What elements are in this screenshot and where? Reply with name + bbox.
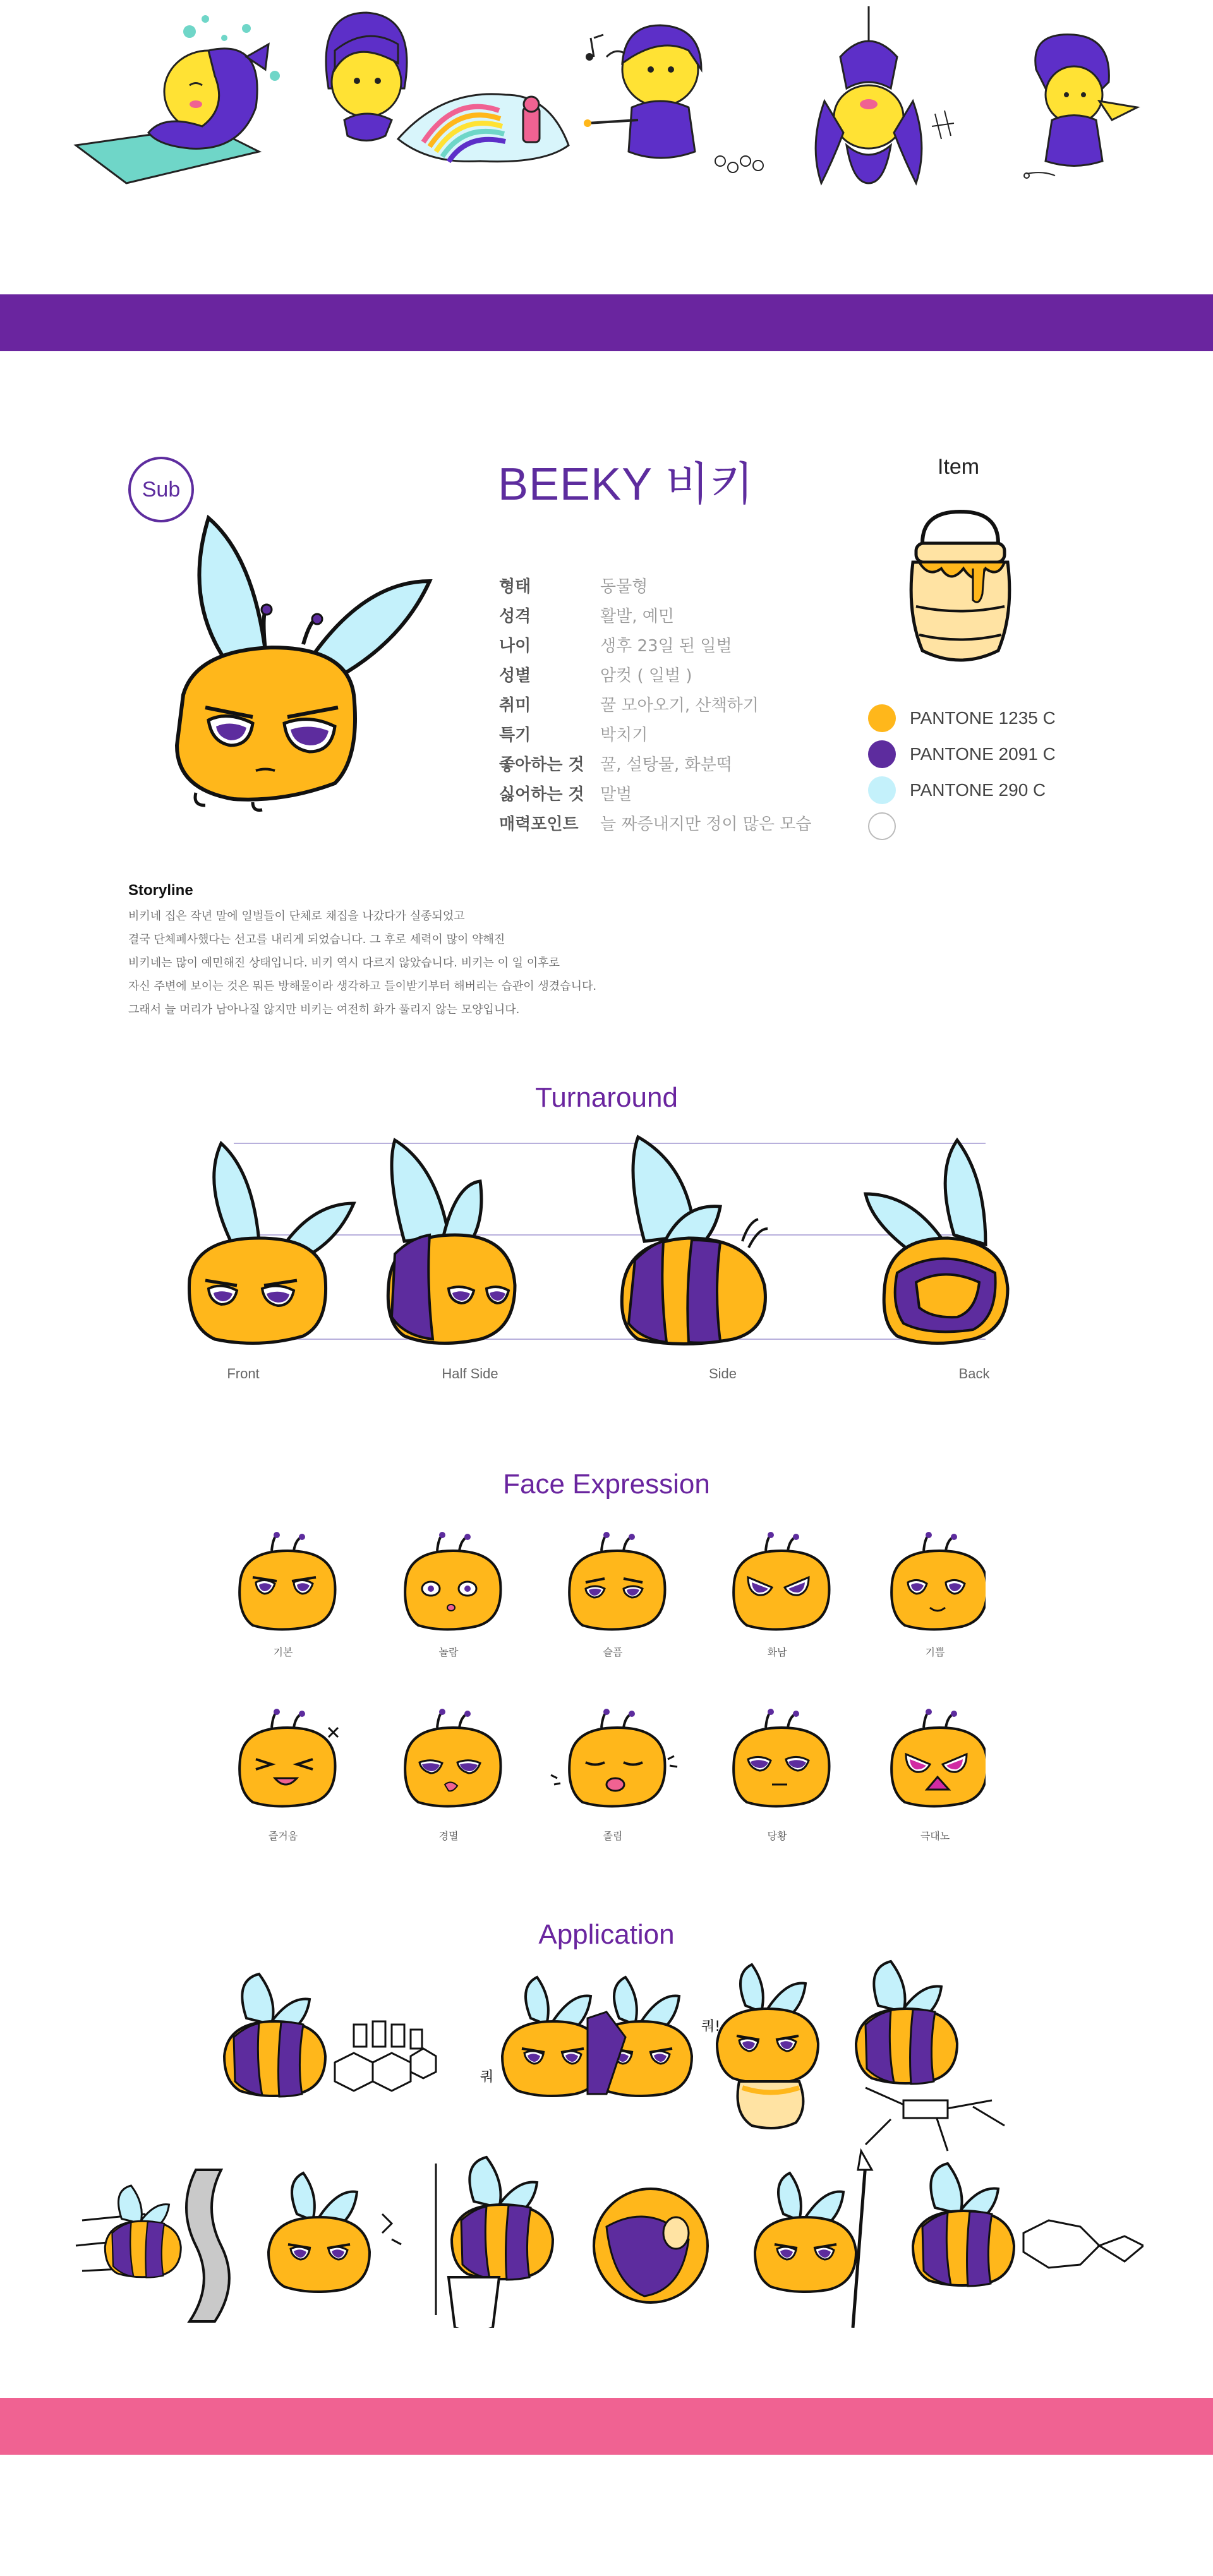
expression-angry-face <box>733 1532 829 1630</box>
app-bee-rolling <box>594 2189 708 2302</box>
storyline-line: 결국 단체폐사했다는 선고를 내리게 되었습니다. 그 후로 세력이 많이 약해진 <box>128 933 505 946</box>
palette-row <box>868 772 1056 808</box>
turnaround-label-back: Back <box>958 1366 990 1381</box>
profile-row <box>499 778 853 808</box>
profile-key: 형태 <box>499 577 531 596</box>
app-bee-crashed-scene <box>856 1961 1005 2151</box>
expression-sad-face <box>569 1532 665 1630</box>
storyline-line: 그래서 늘 머리가 남아나질 않지만 비키는 여전히 화가 풀리지 않는 모양입니다. <box>128 1003 520 1016</box>
storyline-line: 비키네는 많이 예민해진 상태입니다. 비키 역시 다르지 않았습니다. 비키는 이 일 이후로 <box>128 956 560 970</box>
standing-character-illustration <box>1024 35 1137 178</box>
turnaround-label-side: Side <box>708 1366 737 1381</box>
character-title: BEEKY 비키 <box>498 459 754 510</box>
profile-key: 특기 <box>499 726 531 745</box>
turnaround-illustration <box>183 1134 1042 1355</box>
expression-label: 화남 <box>767 1646 787 1658</box>
app-annoyed-bee <box>269 2173 401 2292</box>
profile-table <box>499 570 853 838</box>
profile-value: 생후 23일 된 일벌 <box>600 637 732 656</box>
profile-key: 성격 <box>499 607 531 626</box>
swatch-light-blue <box>868 776 896 804</box>
app-bee-crashing-wall <box>76 2170 229 2321</box>
turnaround-label-front: Front <box>227 1366 260 1381</box>
profile-row <box>499 689 853 719</box>
expression-label: 졸림 <box>603 1830 623 1842</box>
profile-key: 매력포인트 <box>499 815 579 834</box>
palette-row <box>868 808 1056 844</box>
rainbow-character-illustration <box>326 13 569 162</box>
app-bee-on-honeypot <box>717 1965 818 2128</box>
app-bee-with-bucket <box>436 2157 553 2328</box>
swatch-orange <box>868 704 896 732</box>
expression-embarrassed-face <box>733 1709 829 1807</box>
turnaround-side-bee <box>622 1137 768 1344</box>
section-divider-purple <box>0 294 1213 351</box>
expression-label: 즐거움 <box>268 1830 298 1842</box>
sub-badge: Sub <box>128 457 194 522</box>
profile-value: 꿀, 설탕물, 화분떡 <box>600 755 732 774</box>
sister-character-illustrations <box>0 0 1213 190</box>
profile-row <box>499 808 853 838</box>
profile-value: 암컷 ( 일벌 ) <box>600 666 692 685</box>
expression-label: 슬픔 <box>603 1646 623 1658</box>
app-bee-charging <box>913 2164 1144 2286</box>
profile-value: 박치기 <box>600 726 648 745</box>
yoga-character-illustration <box>76 15 280 183</box>
profile-key: 좋아하는 것 <box>499 755 584 774</box>
application-heading: Application <box>538 1919 675 1950</box>
expression-joy-face <box>239 1709 338 1807</box>
sfx-left-text: 쿼 <box>480 2069 494 2085</box>
music-character-illustration <box>584 25 763 172</box>
turnaround-back-bee <box>866 1140 1008 1343</box>
expression-label: 경멸 <box>438 1830 459 1842</box>
turnaround-heading: Turnaround <box>535 1082 678 1113</box>
profile-row <box>499 749 853 778</box>
profile-key: 싫어하는 것 <box>499 785 584 804</box>
storyline-text <box>128 905 697 1021</box>
expression-happy-face <box>891 1532 986 1630</box>
storyline-line: 자신 주변에 보이는 것은 뭐든 방해물이라 생각하고 들이받기부터 해버리는 습관이 생겼습니다. <box>128 980 597 993</box>
swatch-white <box>868 812 896 840</box>
expression-basic-face <box>239 1532 335 1630</box>
application-illustrations <box>69 1949 1144 2328</box>
profile-row <box>499 719 853 749</box>
palette-row <box>868 736 1056 772</box>
profile-value: 동물형 <box>600 577 648 596</box>
turnaround-label-half-side: Half Side <box>442 1366 498 1381</box>
honey-pot-illustration <box>903 505 1017 670</box>
swatch-purple <box>868 740 896 768</box>
turnaround-half-side-bee <box>388 1140 515 1343</box>
expression-contempt-face <box>405 1709 500 1807</box>
face-expression-heading: Face Expression <box>503 1469 710 1500</box>
profile-row <box>499 570 853 600</box>
profile-key: 취미 <box>499 696 531 715</box>
expression-rage-face <box>891 1709 986 1807</box>
expression-sleepy-face <box>551 1709 677 1807</box>
section-divider-pink <box>0 2398 1213 2455</box>
app-beehive-scene <box>224 1974 436 2097</box>
profile-row <box>499 659 853 689</box>
profile-row <box>499 600 853 630</box>
expression-label: 기본 <box>273 1646 293 1658</box>
expression-label: 기쁨 <box>925 1646 945 1658</box>
color-palette <box>868 700 1056 844</box>
profile-row <box>499 630 853 659</box>
profile-value: 늘 짜증내지만 정이 많은 모습 <box>600 815 812 834</box>
palette-label: PANTONE 2091 C <box>910 743 1056 764</box>
profile-value: 말벌 <box>600 785 632 804</box>
sfx-right-text: 쿼! <box>701 2019 721 2035</box>
expression-label: 극대노 <box>920 1830 950 1842</box>
app-two-bees-fighting <box>480 1977 720 2096</box>
item-title: Item <box>938 455 980 479</box>
beeky-main-illustration <box>158 505 436 821</box>
turnaround-front-bee <box>190 1143 354 1343</box>
expression-label: 놀람 <box>438 1646 459 1658</box>
app-bee-with-spear <box>755 2151 872 2328</box>
profile-value: 활발, 예민 <box>600 607 674 626</box>
profile-key: 성별 <box>499 666 531 685</box>
storyline-heading: Storyline <box>128 882 193 899</box>
face-expression-grid <box>227 1519 986 1822</box>
hanging-character-illustration <box>816 6 954 183</box>
expression-label: 당황 <box>767 1830 787 1842</box>
expression-surprised-face <box>405 1532 500 1630</box>
profile-key: 나이 <box>499 637 531 656</box>
storyline-line: 비키네 집은 작년 말에 일벌들이 단체로 채집을 나갔다가 실종되었고 <box>128 910 465 923</box>
palette-label: PANTONE 290 C <box>910 779 1046 800</box>
palette-row <box>868 700 1056 736</box>
profile-value: 꿀 모아오기, 산책하기 <box>600 696 759 715</box>
palette-label: PANTONE 1235 C <box>910 707 1056 728</box>
